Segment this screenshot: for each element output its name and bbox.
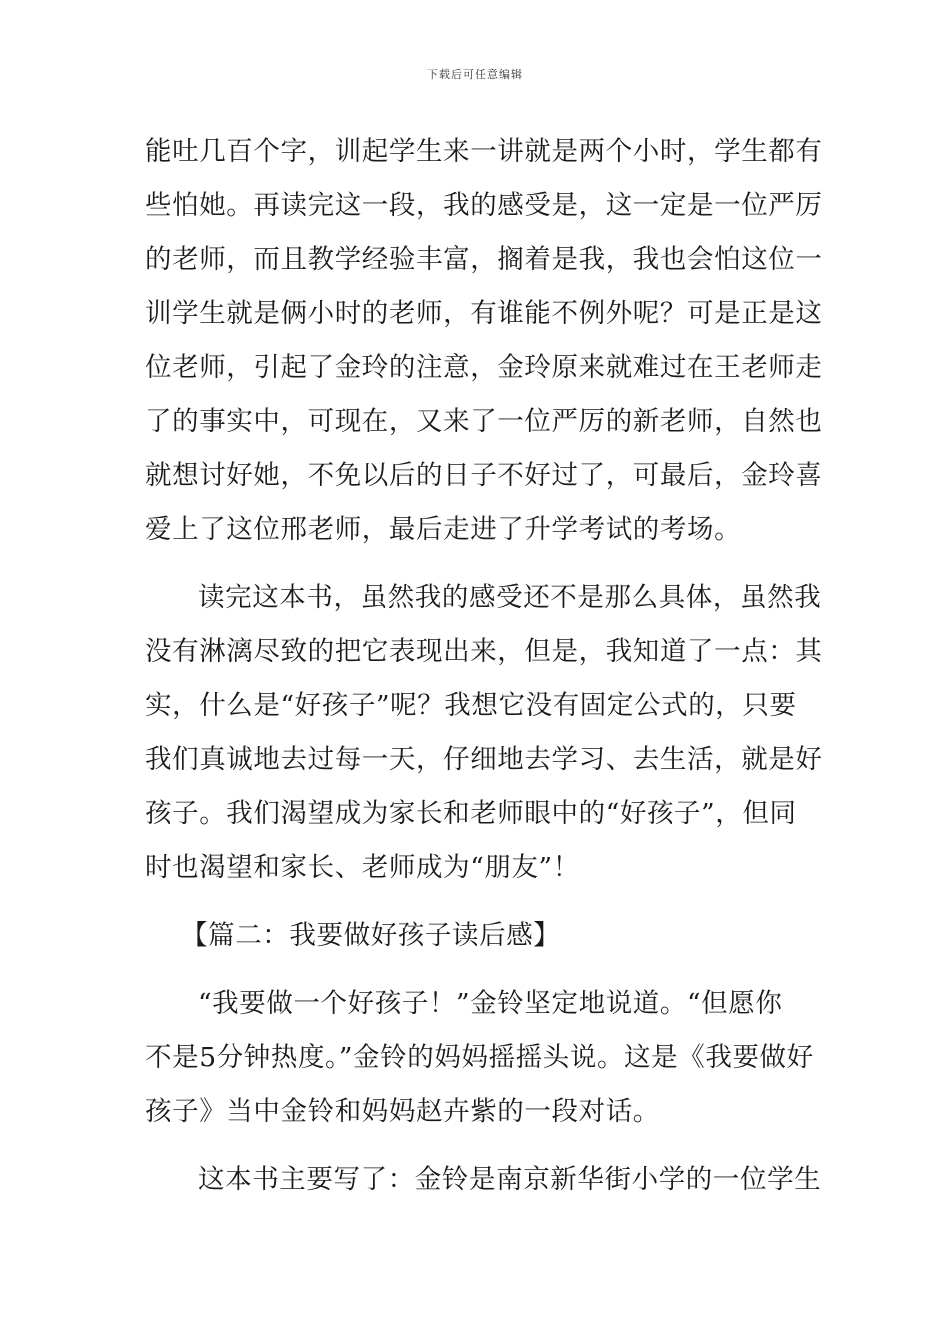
text-line: 孩子》当中金铃和妈妈赵卉紫的一段对话。 — [145, 1096, 660, 1127]
paragraph-3 — [145, 982, 814, 1144]
text-line: 实，什么是“好孩子”呢？我想它没有固定公式的，只要 — [145, 690, 797, 721]
text-line: 爱上了这位邢老师，最后走进了升学考试的考场。 — [145, 514, 742, 545]
text-line: 的老师，而且教学经验丰富，搁着是我，我也会怕这位一 — [145, 244, 823, 275]
section-heading: 【篇二：我要做好孩子读后感】 — [181, 920, 561, 951]
text-line: 没有淋漓尽致的把它表现出来，但是，我知道了一点：其 — [145, 636, 823, 667]
text-line: 孩子。我们渴望成为家长和老师眼中的“好孩子”，但同 — [145, 798, 797, 829]
paragraph-gap — [145, 1144, 809, 1158]
paragraph-gap — [145, 900, 809, 914]
text-line: 位老师，引起了金玲的注意，金玲原来就难过在王老师走 — [145, 352, 823, 383]
text-line: 就想讨好她，不免以后的日子不好过了，可最后，金玲喜 — [145, 460, 823, 491]
text-line: 读完这本书，虽然我的感受还不是那么具体，虽然我 — [198, 582, 822, 613]
text-line: 我们真诚地去过每一天，仔细地去学习、去生活，就是好 — [145, 744, 823, 775]
text-line: 训学生就是俩小时的老师，有谁能不例外呢？可是正是这 — [145, 298, 823, 329]
text-line: 能吐几百个字，训起学生来一讲就是两个小时，学生都有 — [145, 136, 823, 167]
text-line: 些怕她。再读完这一段，我的感受是，这一定是一位严厉 — [145, 190, 823, 221]
paragraph-1 — [145, 130, 823, 562]
paragraph-gap — [145, 562, 809, 576]
text-line: 不是5分钟热度。”金铃的妈妈摇摇头说。这是《我要做好 — [145, 1042, 814, 1073]
paragraph-4 — [145, 1158, 822, 1212]
text-line: “我要做一个好孩子！”金铃坚定地说道。“但愿你 — [198, 988, 783, 1019]
paragraph-2 — [145, 576, 823, 900]
page-header: 下载后可任意编辑 — [427, 68, 523, 81]
document-body — [145, 130, 823, 1212]
text-line: 时也渴望和家长、老师成为“朋友”！ — [145, 852, 580, 883]
text-line: 了的事实中，可现在，又来了一位严厉的新老师，自然也 — [145, 406, 823, 437]
paragraph-gap — [145, 968, 809, 982]
text-line: 这本书主要写了：金铃是南京新华街小学的一位学生 — [198, 1164, 822, 1195]
